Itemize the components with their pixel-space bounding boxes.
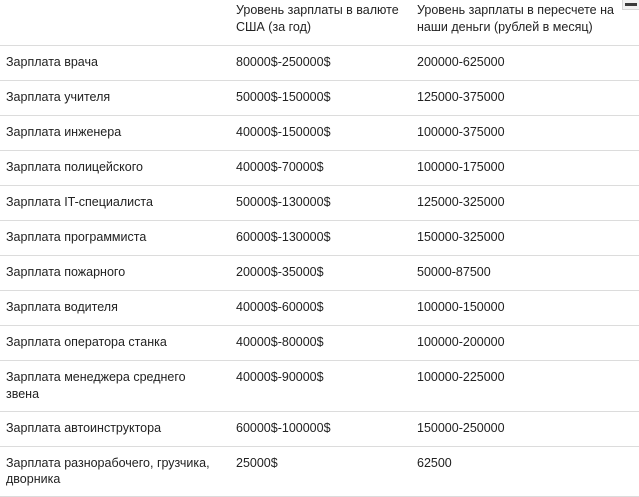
cell-usd: 20000$-35000$ xyxy=(230,255,411,290)
cell-usd: 50000$-130000$ xyxy=(230,185,411,220)
column-header-profession xyxy=(0,0,230,45)
cell-profession: Зарплата инженера xyxy=(0,115,230,150)
cell-profession: Зарплата водителя xyxy=(0,290,230,325)
table-header xyxy=(0,0,639,45)
cell-profession: Зарплата автоинструктора xyxy=(0,411,230,446)
table-row xyxy=(0,80,639,115)
table-body xyxy=(0,45,639,497)
scrollbar-thumb-bar xyxy=(625,3,637,6)
cell-usd: 40000$-80000$ xyxy=(230,325,411,360)
cell-profession: Зарплата учителя xyxy=(0,80,230,115)
cell-usd: 40000$-60000$ xyxy=(230,290,411,325)
table-row xyxy=(0,45,639,80)
cell-usd: 40000$-70000$ xyxy=(230,150,411,185)
cell-rub: 100000-375000 xyxy=(411,115,639,150)
column-header-usd: Уровень зарплаты в валюте США (за год) xyxy=(230,0,411,45)
table-row xyxy=(0,185,639,220)
cell-profession: Зарплата IT-специалиста xyxy=(0,185,230,220)
cell-rub: 50000-87500 xyxy=(411,255,639,290)
cell-rub: 100000-200000 xyxy=(411,325,639,360)
cell-usd: 60000$-100000$ xyxy=(230,411,411,446)
cell-usd: 40000$-150000$ xyxy=(230,115,411,150)
table-row xyxy=(0,411,639,446)
cell-rub: 100000-225000 xyxy=(411,360,639,411)
cell-rub: 150000-250000 xyxy=(411,411,639,446)
cell-rub: 100000-175000 xyxy=(411,150,639,185)
cell-profession: Зарплата полицейского xyxy=(0,150,230,185)
table-row xyxy=(0,290,639,325)
table-row xyxy=(0,360,639,411)
cell-profession: Зарплата программиста xyxy=(0,220,230,255)
cell-usd: 60000$-130000$ xyxy=(230,220,411,255)
column-header-rub: Уровень зарплаты в пересчете на наши деньги (рублей в месяц) xyxy=(411,0,639,45)
cell-rub: 200000-625000 xyxy=(411,45,639,80)
cell-usd: 25000$ xyxy=(230,446,411,497)
cell-rub: 125000-325000 xyxy=(411,185,639,220)
cell-profession: Зарплата менеджера среднего звена xyxy=(0,360,230,411)
table-row xyxy=(0,150,639,185)
cell-profession: Зарплата оператора станка xyxy=(0,325,230,360)
scrollbar-thumb[interactable] xyxy=(622,0,639,10)
cell-profession: Зарплата врача xyxy=(0,45,230,80)
cell-profession: Зарплата пожарного xyxy=(0,255,230,290)
table-row xyxy=(0,115,639,150)
cell-rub: 150000-325000 xyxy=(411,220,639,255)
table-row xyxy=(0,325,639,360)
table-header-row xyxy=(0,0,639,45)
cell-rub: 125000-375000 xyxy=(411,80,639,115)
cell-rub: 62500 xyxy=(411,446,639,497)
cell-usd: 50000$-150000$ xyxy=(230,80,411,115)
table-row xyxy=(0,255,639,290)
cell-usd: 40000$-90000$ xyxy=(230,360,411,411)
cell-usd: 80000$-250000$ xyxy=(230,45,411,80)
table-row xyxy=(0,446,639,497)
table-row xyxy=(0,220,639,255)
cell-profession: Зарплата разнорабочего, грузчика, дворника xyxy=(0,446,230,497)
cell-rub: 100000-150000 xyxy=(411,290,639,325)
